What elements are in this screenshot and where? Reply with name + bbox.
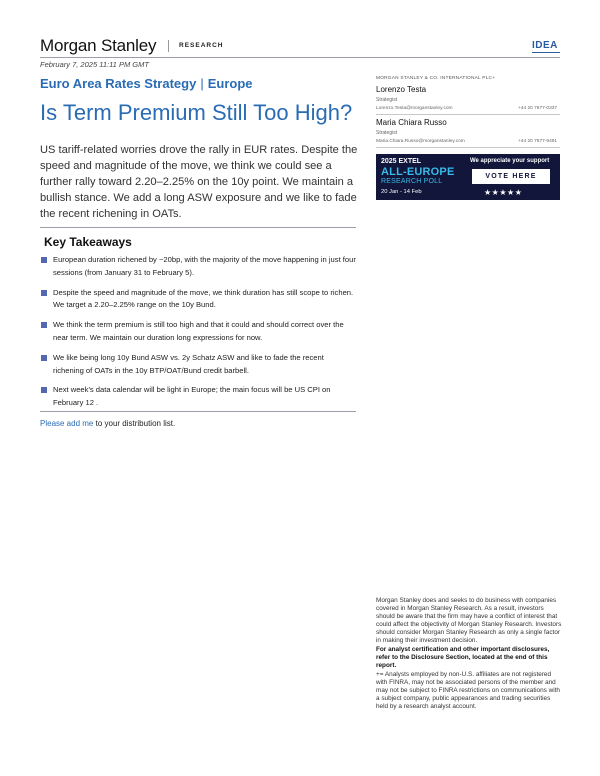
takeaway-item bbox=[40, 319, 356, 345]
square-bullet-icon bbox=[41, 290, 47, 296]
square-bullet-icon bbox=[41, 257, 47, 263]
extel-poll-banner[interactable] bbox=[376, 154, 560, 200]
logo-divider bbox=[168, 40, 169, 52]
banner-sub-text: RESEARCH POLL bbox=[381, 178, 443, 185]
disclosure-certification: For analyst certification and other important disclosures, refer to the Disclosure Section, located at the end of this report. bbox=[376, 645, 550, 669]
key-takeaways-list bbox=[40, 254, 356, 417]
report-summary: US tariff-related worries drove the rally in EUR rates. Despite the speed and magnitude of the move, we think we could see a further rally toward 2.20–2.25% on the 10y point. We maintain a bullish stance. We add a long ASW exposure and we like to fade the recent richening in OATs. bbox=[40, 144, 358, 220]
takeaway-item bbox=[40, 254, 356, 280]
banner-dates: 20 Jan - 14 Feb bbox=[381, 189, 422, 195]
takeaway-item bbox=[40, 352, 356, 378]
square-bullet-icon bbox=[41, 387, 47, 393]
analyst-email-link[interactable]: Lorenzo.Testa@morganstanley.com bbox=[376, 106, 453, 111]
analyst-divider bbox=[376, 114, 560, 115]
distribution-line bbox=[40, 419, 175, 428]
analyst-phone: +44 20 7677-0337 bbox=[518, 106, 558, 111]
star-rating-icon: ★★★★★ bbox=[484, 188, 523, 197]
takeaway-item bbox=[40, 384, 356, 410]
disclosures bbox=[376, 597, 562, 712]
category-separator: | bbox=[200, 76, 204, 91]
publish-date: February 7, 2025 11:11 PM GMT bbox=[40, 60, 149, 69]
square-bullet-icon bbox=[41, 355, 47, 361]
analyst-role: Strategist bbox=[376, 97, 398, 103]
takeaway-text: Despite the speed and magnitude of the move, we think duration has still scope to richen. We target a 2.20–2.25% range on the 10y Bund. bbox=[53, 287, 354, 310]
header-divider bbox=[40, 57, 560, 58]
region-label: Europe bbox=[207, 76, 253, 91]
idea-underline bbox=[532, 52, 560, 53]
research-label: RESEARCH bbox=[179, 42, 224, 49]
takeaways-divider bbox=[40, 411, 356, 412]
summary-divider bbox=[40, 227, 356, 228]
analyst-phone: +44 20 7677-9491 bbox=[518, 139, 558, 144]
takeaway-text: We think the term premium is still too high and that it could and should correct over the near term. We maintain our duration long expressions for now. bbox=[53, 320, 344, 342]
disclosure-finra: += Analysts employed by non-U.S. affiliates are not registered with FINRA, may not be associated persons of the member and may not be subject to FINRA restrictions on communications with a subject company, public appearances and trading securities held by a research analyst account. bbox=[376, 671, 560, 710]
key-takeaways-title: Key Takeaways bbox=[44, 235, 132, 249]
add-to-distribution-link[interactable]: Please add me bbox=[40, 419, 94, 428]
distribution-text: to your distribution list. bbox=[93, 419, 176, 428]
analyst-name: Lorenzo Testa bbox=[376, 85, 427, 94]
square-bullet-icon bbox=[41, 322, 47, 328]
banner-appreciate-text: We appreciate your support bbox=[470, 158, 550, 164]
report-category bbox=[40, 76, 253, 91]
banner-year-label: 2025 EXTEL bbox=[381, 158, 422, 165]
strategy-label: Euro Area Rates Strategy bbox=[40, 76, 197, 91]
takeaway-text: We like being long 10y Bund ASW vs. 2y Schatz ASW and like to fade the recent richening of OATs in the 10y BTP/OAT/Bund credit barbell. bbox=[53, 352, 324, 375]
morgan-stanley-logo: Morgan Stanley bbox=[40, 36, 157, 55]
disclosure-conflict: Morgan Stanley does and seeks to do business with companies covered in Morgan Stanley Research. As a result, investors should be aware that the firm may have a conflict of interest that could affect the objectivity of Morgan Stanley Research. Investors should consider Morgan Stanley Research as only a single factor in making their investment decision. bbox=[376, 597, 562, 644]
takeaway-text: Next week's data calendar will be light in Europe; the main focus will be US CPI on February 12 . bbox=[53, 385, 331, 408]
vote-here-button[interactable]: VOTE HERE bbox=[472, 169, 550, 184]
analyst-divider bbox=[376, 147, 560, 148]
idea-tag: IDEA bbox=[532, 40, 558, 51]
analyst-email-link[interactable]: Maria.Chiara.Russo@morganstanley.com bbox=[376, 139, 465, 144]
report-title: Is Term Premium Still Too High? bbox=[40, 100, 353, 125]
analyst-role: Strategist bbox=[376, 130, 398, 136]
banner-main-text: ALL-EUROPE bbox=[381, 166, 455, 178]
takeaway-text: European duration richened by ~20bp, with the majority of the move happening in just four sessions (from January 31 to February 5). bbox=[53, 255, 356, 277]
firm-name: MORGAN STANLEY & CO. INTERNATIONAL PLC+ bbox=[376, 76, 496, 81]
analyst-name: Maria Chiara Russo bbox=[376, 118, 447, 127]
takeaway-item bbox=[40, 287, 356, 313]
